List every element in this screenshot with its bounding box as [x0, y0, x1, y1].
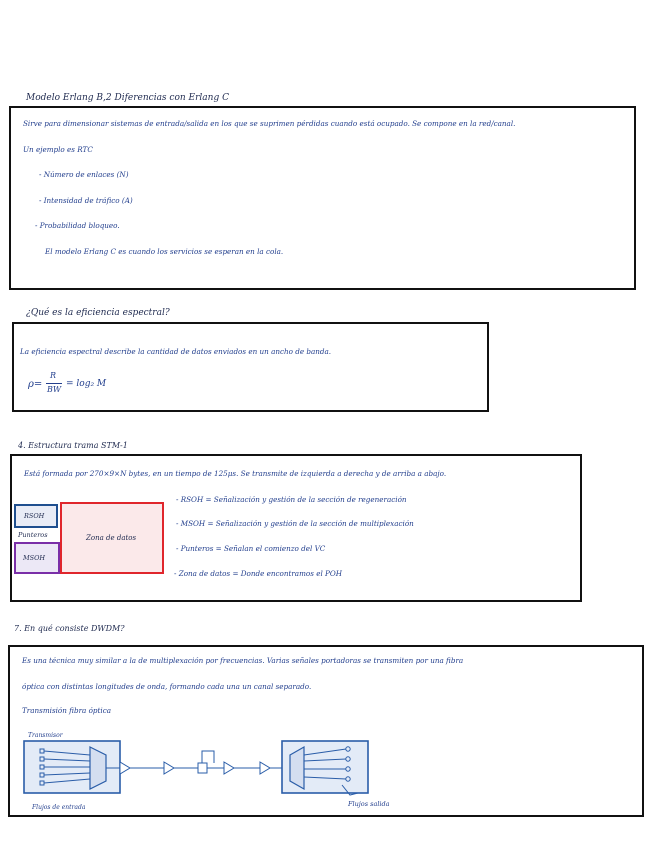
transmisor-label: Transmisor [28, 732, 63, 739]
formula-fraction-bar [46, 383, 62, 384]
multiplexer-icon [90, 747, 106, 789]
section1-line-3: - Número de enlaces (N) [39, 170, 129, 179]
msoh-label: MSOH [23, 554, 46, 562]
oadm-icon [198, 763, 207, 773]
section2-line-1: La eficiencia espectral describe la cantidad de datos enviados en un ancho de banda. [20, 347, 332, 356]
section1-line-1: Sirve para dimensionar sistemas de entrada/salida en los que se suprimen pérdidas cuando está ocupado. Se compone en la red/canal. [23, 119, 516, 128]
section1-title: Modelo Erlang B,2 Diferencias con Erlang C [26, 93, 229, 103]
section4-title: 7. En qué consiste DWDM? [14, 624, 125, 633]
amplifier-icon-2 [164, 762, 174, 774]
section3-box [10, 454, 582, 602]
fibre-link [106, 751, 282, 774]
section4-line-3: Transmisión fibra óptica [22, 706, 112, 715]
section2-box [12, 322, 489, 412]
section1-line-2: Un ejemplo es RTC [23, 145, 93, 154]
section3-bullet-2: - MSOH = Señalización y gestión de la sección de multiplexación [176, 519, 414, 528]
section3-bullet-3: - Punteros = Señalan el comienzo del VC [176, 544, 326, 553]
section4-box [8, 645, 644, 817]
section4-line-1: Es una técnica muy similar a la de multiplexación por frecuencias. Varias señales portadoras se transmiten por una fibra [22, 656, 464, 665]
formula-denominator: BW [47, 385, 62, 394]
dwdm-diagram [20, 739, 380, 801]
formula-numerator: R [50, 371, 57, 380]
msoh-block [14, 542, 60, 574]
rsoh-block [14, 504, 58, 528]
section1-line-4: - Intensidad de tráfico (A) [39, 196, 133, 205]
flujos-entrada-label: Flujos de entrada [32, 804, 86, 811]
section3-intro: Está formada por 270×9×N bytes, en un tiempo de 125μs. Se transmite de izquierda a derecha y de arriba a abajo. [24, 469, 447, 478]
section2-title: ¿Qué es la eficiencia espectral? [26, 308, 170, 318]
zona-datos-label: Zona de datos [86, 534, 137, 542]
section3-bullet-4: - Zona de datos = Donde encontramos el POH [174, 569, 343, 578]
rsoh-label: RSOH [24, 512, 45, 520]
punteros-label: Punteros [18, 531, 48, 539]
section3-bullet-1: - RSOH = Señalización y gestión de la sección de regeneración [176, 495, 407, 504]
amplifier-icon-4 [260, 762, 270, 774]
section1-box [9, 106, 636, 290]
section1-line-6: El modelo Erlang C es cuando los servicios se esperan en la cola. [45, 247, 284, 256]
section1-line-5: - Probabilidad bloqueo. [35, 221, 120, 230]
stm1-diagram [14, 500, 166, 576]
zona-datos-block [60, 502, 164, 574]
amplifier-icon-3 [224, 762, 234, 774]
section3-title: 4. Estructura trama STM-1 [18, 441, 128, 450]
amplifier-icon-1 [120, 762, 130, 774]
formula-rhs: = log₂ M [66, 379, 107, 389]
section4-line-2: óptica con distintas longitudes de onda, formando cada una un canal separado. [22, 682, 312, 691]
formula-lhs: ρ= [28, 379, 43, 390]
demultiplexer-icon [290, 747, 304, 789]
flujos-salida-label: Flujos salida [348, 800, 390, 808]
